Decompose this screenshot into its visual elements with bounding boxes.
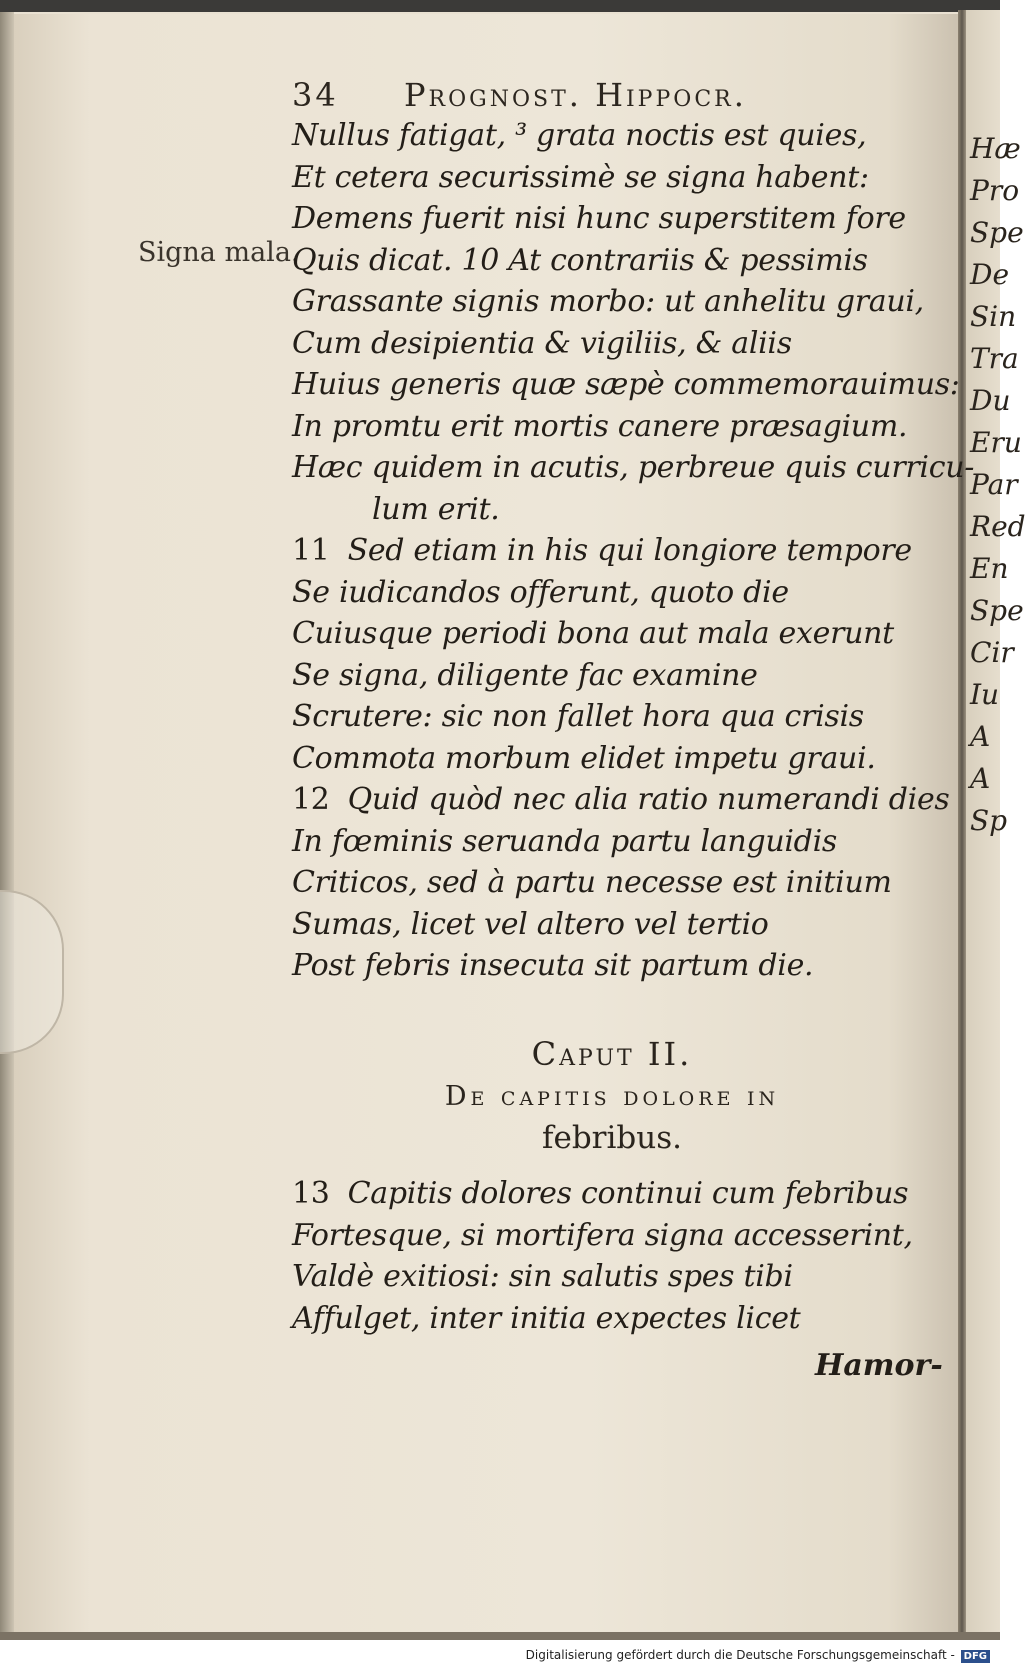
line-text: Affulget, inter initia expectes licet: [292, 1300, 801, 1336]
line-text: Huius generis quæ sæpè commemorauimus:: [292, 367, 960, 402]
text-line: [292, 824, 837, 859]
facing-page-fragment: Par: [970, 468, 1018, 501]
facing-page-fragment: De: [970, 258, 1010, 291]
facing-page-fragment: Spe: [970, 594, 1024, 627]
text-line: [292, 160, 869, 195]
line-text: Et cetera securissimè se signa habent:: [292, 159, 869, 195]
text-line: [292, 699, 864, 734]
line-text: Quis dicat. 10 At contrariis & pessimis: [292, 242, 868, 278]
line-text: Criticos, sed à partu necesse est initium: [292, 865, 892, 900]
line-text: Nullus fatigat, ³ grata noctis est quies,: [292, 118, 867, 153]
running-title: Prognost. Hippocr.: [404, 76, 747, 114]
book-gutter: [958, 10, 966, 1640]
line-text: Post febris insecuta sit partum die.: [292, 948, 814, 983]
line-text: Sumas, licet vel altero vel tertio: [292, 906, 769, 942]
text-line: [292, 533, 912, 568]
text-line: [292, 1259, 793, 1294]
line-text: Fortesque, si mortifera signa accesserint,: [292, 1217, 913, 1253]
chapter-heading: Caput II.: [531, 1035, 693, 1073]
facing-page-fragment: Du: [970, 384, 1011, 417]
text-line: [372, 492, 499, 527]
line-text: In fœminis seruanda partu languidis: [292, 823, 837, 859]
text-line: [292, 865, 892, 900]
line-text: Hæc quidem in acutis, perbreue quis curricu-: [292, 450, 975, 485]
facing-page-fragment: Tra: [970, 342, 1019, 375]
text-line: [292, 118, 866, 153]
text-line: [292, 367, 960, 402]
line-text: Demens fuerit nisi hunc superstitem fore: [292, 201, 906, 236]
facing-page-fragment: Spe: [970, 216, 1024, 249]
line-text: Valdè exitiosi: sin salutis spes tibi: [292, 1259, 793, 1294]
facing-page-fragment: Red: [970, 510, 1026, 543]
line-text: Cum desipientia & vigiliis, & aliis: [292, 325, 792, 361]
facing-page-fragment: Sin: [970, 300, 1017, 333]
catchword: Hamor-: [815, 1348, 943, 1383]
margin-note: Signa mala.: [138, 237, 300, 268]
facing-page-fragment: Hæ: [970, 132, 1021, 165]
line-text: Sed etiam in his qui longiore tempore: [347, 533, 912, 568]
facing-page-fragment: A: [970, 720, 991, 753]
facing-page-fragment: A: [970, 762, 991, 795]
facing-page-fragment: Sp: [970, 804, 1008, 837]
line-text: Grassante signis morbo: ut anhelitu graui,: [292, 284, 924, 319]
line-text: Cuiusque periodi bona aut mala exerunt: [292, 616, 894, 651]
facing-page-fragment: Pro: [970, 174, 1020, 207]
facing-page-edge: [966, 10, 1026, 1640]
book-cover-edge: [0, 12, 14, 1632]
line-text: Commota morbum elidet impetu graui.: [292, 740, 876, 776]
verse-number: 11: [292, 533, 330, 568]
text-line: [292, 575, 789, 610]
text-line: [292, 948, 813, 983]
text-line: [292, 409, 907, 444]
scan-top-edge: [0, 0, 1000, 12]
facing-page-fragment: En: [970, 552, 1009, 585]
line-text: Scrutere: sic non fallet hora qua crisis: [292, 699, 864, 734]
text-line: [292, 907, 769, 942]
verse-number: 12: [292, 782, 330, 817]
line-text: Se signa, diligente fac examine: [292, 657, 758, 693]
chapter-subtitle-line2: febribus.: [542, 1120, 682, 1156]
page-number: 34: [292, 76, 339, 114]
line-text: In promtu erit mortis canere præsagium.: [292, 408, 908, 444]
line-text: Capitis dolores continui cum febribus: [347, 1176, 909, 1211]
text-line: [292, 1218, 913, 1253]
text-line: [292, 782, 950, 817]
facing-page-text: [970, 128, 1026, 842]
text-line: [292, 284, 924, 319]
digitization-credit: [526, 1648, 990, 1663]
text-line: [292, 1176, 908, 1211]
line-text: Se iudicandos offerunt, quoto die: [292, 574, 789, 610]
text-line: [292, 658, 758, 693]
line-text: lum erit.: [372, 491, 500, 527]
scan-bottom-edge: [0, 1632, 1000, 1640]
text-line: [292, 243, 868, 278]
text-line: [292, 741, 876, 776]
chapter-subtitle-line1: De capitis dolore in: [444, 1081, 780, 1112]
facing-page-fragment: Iu: [970, 678, 1000, 711]
verse-number: 13: [292, 1176, 330, 1211]
facing-page-fragment: Cir: [970, 636, 1014, 669]
text-line: [292, 616, 894, 651]
text-line: [292, 201, 906, 236]
dfg-logo: DFG: [961, 1650, 990, 1663]
text-line: [292, 326, 792, 361]
line-text: Quid quòd nec alia ratio numerandi dies: [347, 782, 950, 817]
text-line: [292, 1301, 800, 1336]
credit-text: Digitalisierung gefördert durch die Deutsche Forschungsgemeinschaft -: [525, 1648, 955, 1662]
facing-page-fragment: Eru: [970, 426, 1022, 459]
text-line: [292, 450, 974, 485]
